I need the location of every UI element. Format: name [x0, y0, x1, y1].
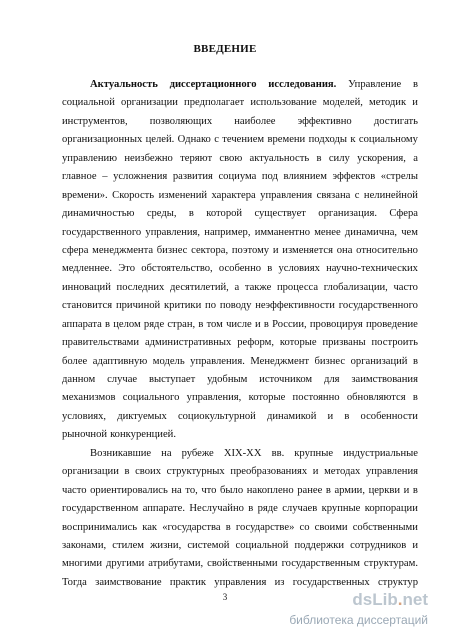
watermark-brand: dsLib.net	[352, 590, 428, 609]
text-line: более адаптивную модель управления. Менеджмент бизнес организаций в	[62, 355, 418, 367]
text-line: инструментов, позволяющих наиболее эффективно достигать	[62, 115, 418, 127]
text-line: данном случае выступает удобным источником для заимствования	[62, 374, 418, 385]
text-line: Возникавшие на рубеже XIX-XX вв. крупные индустриальные	[90, 447, 418, 459]
text-line: динамичностью среды, в которой существует организация. Сфера	[62, 208, 418, 220]
text-line: многими другими атрибутами, свойственными государственным структурам.	[62, 558, 418, 570]
text-line: рыночной конкуренцией.	[62, 429, 176, 441]
text-line: главное – усложнения развития социума под влиянием эффектов «стрелы	[62, 171, 418, 183]
text-line: часто ориентировались на то, что было накоплено ранее в армии, церкви и в	[62, 484, 418, 496]
text-line: условиях, диктуемых социокультурной динамикой и в особенности	[62, 410, 418, 422]
text-line: Тогда заимствование практик управления из государственных структур	[62, 576, 418, 588]
text-line: времени». Скорость изменений характера управления связана с нелинейной	[62, 189, 418, 201]
text-line: законами, стилем жизни, системой социальной поддержки сотрудников и	[62, 539, 418, 551]
text-line: становится причиной критики по поводу неэффективности государственного	[62, 300, 418, 312]
text-line: инноваций последних десятилетий, а также процесса глобализации, часто	[62, 281, 418, 293]
text-line: государственного управления, например, имманентно менее динамична, чем	[62, 226, 418, 238]
text-line: медленнее. Это обстоятельство, особенно в условиях научно-технических	[62, 263, 418, 275]
text-line: социальной организации предполагает использование моделей, методик и	[62, 97, 418, 109]
text-line: механизмов социального управления, которые постоянно обновляются в	[62, 392, 418, 404]
text-line: Актуальность диссертационного исследования. Управление в	[90, 79, 418, 90]
text-line: государственном аппарате. Неслучайно в ряде случаев крупные корпорации	[62, 503, 418, 515]
page-number: 3	[222, 592, 228, 602]
text-line: сфера менеджмента бизнес сектора, поэтому и изменяется она относительно	[62, 244, 418, 256]
watermark-logo	[289, 590, 428, 627]
watermark-subtitle: библиотека диссертаций	[289, 613, 428, 627]
text-line: управлению неизбежно теряют свою актуальность в силу ускорения, а	[62, 152, 418, 164]
text-line: аппарата в целом ряде стран, в том числе и в России, провоцируя проведение	[62, 318, 418, 330]
page-title: ВВЕДЕНИЕ	[193, 43, 257, 55]
text-line: организации в своих структурных преобразованиях и методах управления	[62, 466, 418, 478]
text-line: организационных целей. Однако с течением времени подходы к социальному	[62, 134, 418, 146]
text-line: воспринимались как «государства в государстве» со своими собственными	[62, 521, 418, 533]
body-text	[62, 76, 418, 592]
text-line: правительствами административных реформ, которые призваны построить	[62, 337, 418, 349]
